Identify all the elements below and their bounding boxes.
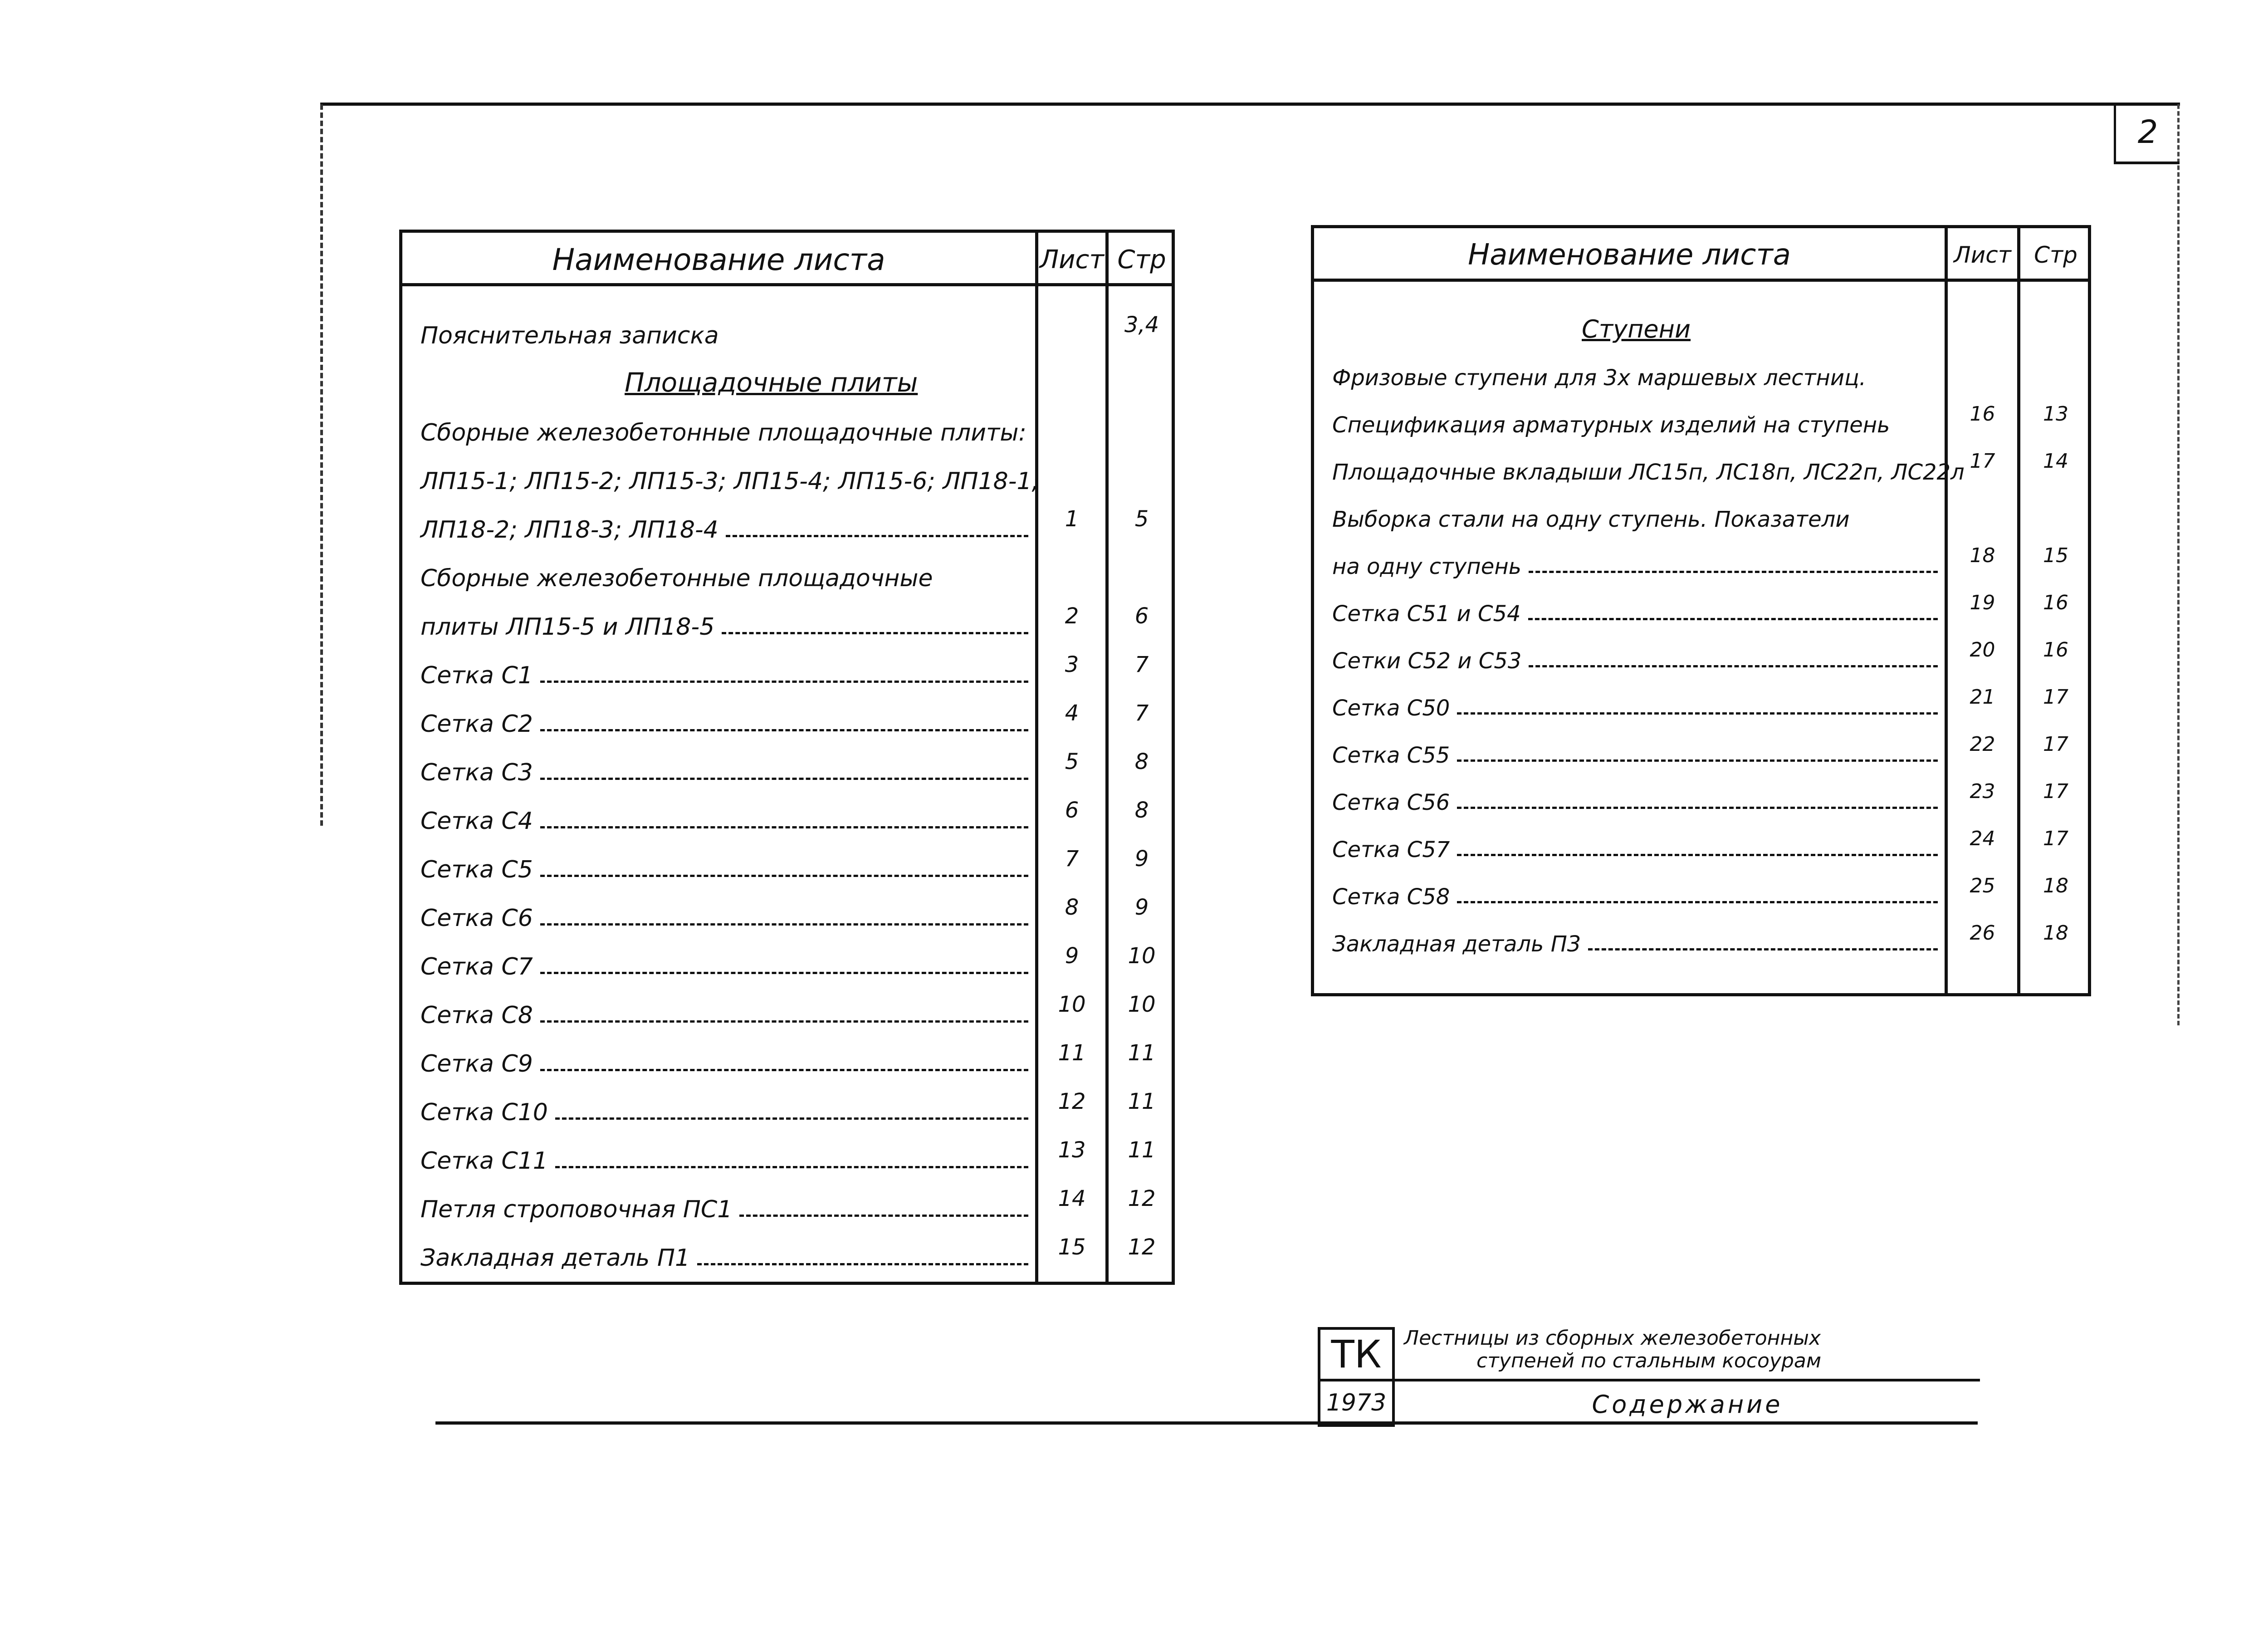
row-page: 12: [1128, 1186, 1156, 1211]
row-page: 14: [2043, 450, 2068, 473]
row-name: Сетка С10: [420, 1099, 548, 1126]
row-name: Закладная деталь П1: [420, 1244, 690, 1272]
row-name: ЛП15-1; ЛП15-2; ЛП15-3; ЛП15-4; ЛП15-6; ЛП18-1;: [420, 468, 1040, 495]
row-page: 18: [2043, 921, 2068, 945]
row-name: Выборка стали на одну ступень. Показатели: [1332, 507, 1850, 532]
row-name: Петля строповочная ПС1: [420, 1196, 733, 1223]
table-row: [402, 641, 1172, 689]
table-row: [402, 1175, 1172, 1223]
row-sheet: 6: [1065, 798, 1079, 823]
sheet-frame-top: [320, 103, 2180, 106]
row-page: 9: [1134, 846, 1149, 872]
row-sheet: 4: [1065, 700, 1079, 726]
table-row: [402, 1126, 1172, 1175]
table-row: [1314, 674, 2088, 721]
table-row: [402, 301, 1172, 349]
row-name: ЛП18-2; ЛП18-3; ЛП18-4: [420, 516, 719, 544]
row-sheet: 22: [1970, 733, 1995, 756]
leader-dash-line: [697, 1263, 1028, 1265]
table-row: [402, 738, 1172, 786]
row-sheet: 8: [1065, 895, 1079, 920]
leader-dash-line: [1457, 901, 1938, 903]
row-page: 16: [2043, 638, 2068, 661]
table-row: [402, 349, 1172, 398]
leader-dash-line: [1588, 948, 1938, 950]
table-row: [1314, 343, 2088, 391]
row-page: 11: [1128, 1137, 1156, 1163]
leader-dash-line: [540, 923, 1028, 926]
row-sheet: 19: [1970, 591, 1995, 614]
table-row: [402, 495, 1172, 544]
row-sheet: 11: [1058, 1040, 1086, 1066]
table-row: [1314, 721, 2088, 768]
table-row: [1314, 627, 2088, 674]
row-sheet: 3: [1065, 652, 1079, 677]
leader-dash-line: [540, 729, 1028, 731]
bottom-rule: [435, 1421, 1978, 1425]
row-name: Сетка С2: [420, 710, 533, 738]
leader-dash-line: [540, 1069, 1028, 1071]
row-page: 17: [2043, 780, 2068, 803]
table-row: [402, 1029, 1172, 1078]
leader-dash-line: [540, 1020, 1028, 1023]
row-sheet: 2: [1065, 603, 1079, 629]
leader-dash-line: [540, 875, 1028, 877]
table-row: [1314, 815, 2088, 862]
table-row: [402, 1078, 1172, 1126]
table-row: [1314, 485, 2088, 532]
table-row: [402, 835, 1172, 883]
table-row: [402, 1223, 1172, 1272]
table-row: [402, 932, 1172, 980]
row-name: плиты ЛП15-5 и ЛП18-5: [420, 613, 715, 641]
row-name: Сетки С52 и С53: [1332, 648, 1522, 674]
row-page: 5: [1134, 506, 1149, 532]
title-block: [1318, 1327, 1980, 1427]
row-sheet: 9: [1065, 943, 1079, 969]
sheet-frame-right: [2177, 104, 2180, 1025]
table-row: [402, 883, 1172, 932]
table-row: [402, 592, 1172, 641]
section-heading: Площадочные плиты: [625, 367, 918, 398]
table-row: [1314, 532, 2088, 579]
table-row: [402, 544, 1172, 592]
table-row: [402, 980, 1172, 1029]
row-name: Закладная деталь П3: [1332, 931, 1581, 957]
header-page: Стр: [1117, 245, 1166, 274]
row-name: Сетка С6: [420, 905, 533, 932]
row-name: Фризовые ступени для 3х маршевых лестниц.: [1332, 365, 1867, 391]
row-sheet: 23: [1970, 780, 1995, 803]
row-sheet: 13: [1058, 1137, 1086, 1163]
row-name: Сетка С9: [420, 1050, 533, 1078]
leader-dash-line: [1457, 712, 1938, 715]
row-name: Сетка С5: [420, 856, 533, 883]
row-sheet: 1: [1065, 506, 1079, 532]
row-sheet: 5: [1065, 749, 1079, 774]
row-name: Сетка С1: [420, 662, 533, 689]
row-page: 11: [1128, 1089, 1156, 1114]
row-name: Сетка С57: [1332, 837, 1450, 862]
table-row: [1314, 296, 2088, 343]
row-name: Спецификация арматурных изделий на ступень: [1332, 412, 1890, 438]
row-name: Сетка С55: [1332, 743, 1450, 768]
leader-dash-line: [555, 1117, 1028, 1120]
leader-dash-line: [1528, 618, 1938, 620]
leader-dash-line: [1457, 759, 1938, 762]
header-name: Наименование листа: [1468, 238, 1791, 272]
sheet-frame-left: [320, 104, 323, 826]
table-row: [1314, 768, 2088, 815]
stamp-title-line1: Лестницы из сборных железобетонных: [1404, 1327, 1821, 1350]
leader-dash-line: [540, 681, 1028, 683]
row-page: 18: [2043, 874, 2068, 897]
leader-dash-line: [555, 1166, 1028, 1168]
leader-dash-line: [1457, 807, 1938, 809]
stamp-code: ТК: [1318, 1327, 1395, 1381]
row-sheet: 20: [1970, 638, 1995, 661]
stamp-title-line2: ступеней по стальным косоурам: [1476, 1349, 1822, 1372]
row-page: 11: [1128, 1040, 1156, 1066]
row-name: Сетка С4: [420, 808, 533, 835]
row-page: 7: [1134, 700, 1149, 726]
table-row: [1314, 438, 2088, 485]
table-row: [402, 446, 1172, 495]
row-name: Сетка С8: [420, 1002, 533, 1029]
table-row: [402, 786, 1172, 835]
table-row: [1314, 862, 2088, 910]
leader-dash-line: [1457, 854, 1938, 856]
row-name: Сетка С3: [420, 759, 533, 786]
leader-dash-line: [540, 778, 1028, 780]
row-page: 15: [2043, 544, 2068, 567]
row-sheet: 18: [1970, 544, 1995, 567]
sheet-number: 2: [2114, 103, 2180, 164]
row-page: 10: [1128, 992, 1156, 1017]
row-page: 16: [2043, 591, 2068, 614]
section-heading: Ступени: [1582, 315, 1691, 343]
row-sheet: 12: [1058, 1089, 1086, 1114]
row-name: Сетка С11: [420, 1147, 548, 1175]
leader-dash-line: [722, 632, 1028, 634]
row-sheet: 26: [1970, 921, 1995, 945]
leader-dash-line: [1529, 571, 1938, 573]
stamp-year: 1973: [1318, 1379, 1395, 1427]
leader-dash-line: [739, 1215, 1028, 1217]
row-name: Пояснительная записка: [420, 322, 719, 349]
row-page: 6: [1134, 603, 1149, 629]
header-page: Стр: [2034, 242, 2077, 268]
row-page: 12: [1128, 1234, 1156, 1260]
row-sheet: 24: [1970, 827, 1995, 850]
row-name: Сетка С56: [1332, 790, 1450, 815]
table-row: [1314, 579, 2088, 627]
stamp-subtitle: Содержание: [1592, 1390, 1783, 1419]
table-row: [402, 398, 1172, 446]
row-name: Сетка С58: [1332, 884, 1450, 910]
table-row: [402, 689, 1172, 738]
row-name: Сетка С7: [420, 953, 533, 980]
contents-table-right: [1311, 225, 2091, 996]
row-sheet: 7: [1065, 846, 1079, 872]
row-sheet: 17: [1970, 450, 1995, 473]
row-name: Сборные железобетонные площадочные плиты:: [420, 419, 1026, 446]
row-name: Сетка С50: [1332, 696, 1450, 721]
row-page: 3,4: [1124, 312, 1159, 338]
header-sheet: Лист: [1954, 242, 2011, 268]
header-name: Наименование листа: [552, 242, 885, 277]
row-sheet: 16: [1970, 402, 1995, 426]
row-name: Сетка С51 и С54: [1332, 601, 1521, 627]
table-row: [1314, 910, 2088, 957]
row-sheet: 21: [1970, 686, 1995, 709]
row-page: 17: [2043, 827, 2068, 850]
row-page: 8: [1134, 798, 1149, 823]
stamp-title: [1404, 1327, 1975, 1379]
row-page: 8: [1134, 749, 1149, 774]
row-name: на одну ступень: [1332, 554, 1521, 579]
row-sheet: 25: [1970, 874, 1995, 897]
row-sheet: 15: [1058, 1234, 1086, 1260]
row-page: 9: [1134, 895, 1149, 920]
leader-dash-line: [1529, 665, 1938, 667]
row-name: Площадочные вкладыши ЛС15п, ЛС18п, ЛС22п, ЛС22л: [1332, 460, 1965, 485]
row-page: 17: [2043, 686, 2068, 709]
row-page: 7: [1134, 652, 1149, 677]
row-name: Сборные железобетонные площадочные: [420, 565, 933, 592]
row-sheet: 14: [1058, 1186, 1086, 1211]
leader-dash-line: [540, 972, 1028, 974]
row-page: 10: [1128, 943, 1156, 969]
leader-dash-line: [726, 535, 1028, 537]
row-page: 13: [2043, 402, 2068, 426]
table-row: [1314, 391, 2088, 438]
header-sheet: Лист: [1040, 245, 1104, 274]
row-sheet: 10: [1058, 992, 1086, 1017]
contents-table-left: [399, 230, 1175, 1285]
row-page: 17: [2043, 733, 2068, 756]
leader-dash-line: [540, 826, 1028, 828]
